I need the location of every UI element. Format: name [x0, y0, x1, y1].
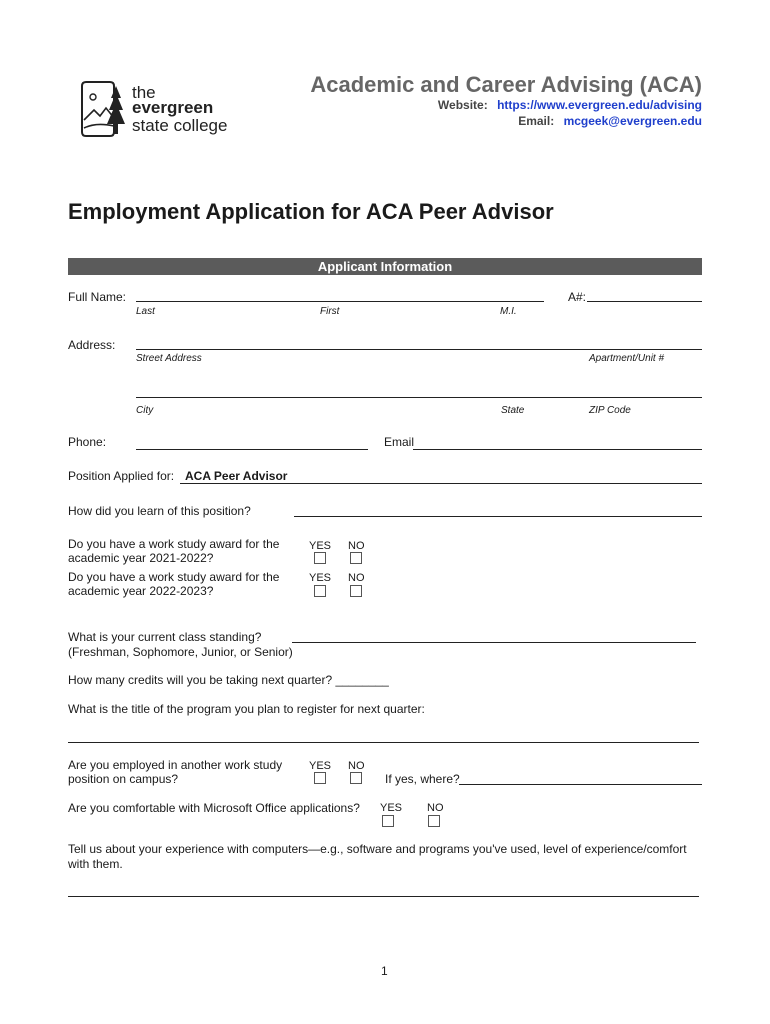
class-standing-question-line2: (Freshman, Sophomore, Junior, or Senior) — [68, 645, 293, 659]
zip-sublabel: ZIP Code — [589, 405, 631, 416]
position-field[interactable] — [180, 483, 702, 484]
page-number: 1 — [381, 964, 388, 978]
city-state-zip-field[interactable] — [136, 397, 702, 398]
position-value: ACA Peer Advisor — [185, 469, 288, 483]
a-number-field[interactable] — [587, 301, 702, 302]
learn-field[interactable] — [294, 516, 702, 517]
website-line — [438, 98, 702, 112]
logo-text-evergreen: evergreen — [132, 98, 214, 117]
ms-office-question: Are you comfortable with Microsoft Office applications? — [68, 801, 360, 815]
class-standing-question-line1: What is your current class standing? — [68, 630, 262, 644]
website-link[interactable]: https://www.evergreen.edu/advising — [497, 98, 702, 112]
work-study-2-no-checkbox[interactable] — [350, 585, 362, 597]
phone-field[interactable] — [136, 449, 368, 450]
if-yes-where-field[interactable] — [459, 784, 702, 785]
full-name-label: Full Name: — [68, 290, 127, 304]
work-study-1-no-label: NO — [348, 540, 365, 552]
if-yes-where-label: If yes, where? — [385, 772, 460, 786]
email-label-header: Email: — [518, 114, 555, 128]
computers-question-line1: Tell us about your experience with computers—e.g., software and programs you've used, level of experience/comfort — [68, 842, 687, 856]
office-title: Academic and Career Advising (ACA) — [310, 72, 702, 97]
program-question: What is the title of the program you plan to register for next quarter: — [68, 702, 425, 716]
work-study-2-yes-checkbox[interactable] — [314, 585, 326, 597]
program-field[interactable] — [68, 742, 699, 743]
website-label: Website: — [437, 98, 488, 112]
section-header-bar — [68, 258, 702, 275]
employed-question-line2: position on campus? — [68, 772, 179, 786]
learn-label: How did you learn of this position? — [68, 504, 251, 518]
work-study-1-no-checkbox[interactable] — [350, 552, 362, 564]
work-study-1-question-line1: Do you have a work study award for the — [68, 537, 280, 551]
class-standing-field[interactable] — [292, 642, 696, 643]
college-logo — [76, 80, 236, 140]
street-address-sublabel: Street Address — [136, 353, 202, 364]
last-name-sublabel: Last — [136, 306, 155, 317]
employed-yes-label: YES — [309, 760, 332, 772]
ms-office-no-checkbox[interactable] — [428, 815, 440, 827]
work-study-1-yes-checkbox[interactable] — [314, 552, 326, 564]
work-study-2-question-line2: academic year 2022-2023? — [68, 584, 214, 598]
position-label: Position Applied for: — [68, 469, 175, 483]
email-field[interactable] — [413, 449, 702, 450]
logo-text-the: the — [132, 83, 156, 102]
phone-label: Phone: — [68, 435, 107, 449]
evergreen-tree-logo-icon — [76, 80, 126, 138]
first-name-sublabel: First — [320, 306, 340, 317]
work-study-1-question-line2: academic year 2021-2022? — [68, 551, 214, 565]
computers-question-line2: with them. — [68, 857, 123, 871]
employed-no-label: NO — [348, 760, 365, 772]
work-study-1-yes-label: YES — [309, 540, 332, 552]
page-title: Employment Application for ACA Peer Advisor — [68, 199, 554, 224]
apartment-sublabel: Apartment/Unit # — [589, 353, 665, 364]
credits-question: How many credits will you be taking next quarter? ________ — [68, 673, 389, 687]
email-line — [518, 114, 702, 128]
middle-initial-sublabel: M.I. — [500, 306, 517, 317]
full-name-field[interactable] — [136, 301, 544, 302]
computers-answer-field[interactable] — [68, 896, 699, 897]
street-address-field[interactable] — [136, 349, 702, 350]
section-header-label: Applicant Information — [317, 259, 453, 274]
email-field-label: Email — [384, 435, 415, 449]
a-number-label: A#: — [568, 290, 587, 304]
work-study-2-no-label: NO — [348, 572, 365, 584]
email-link[interactable]: mcgeek@evergreen.edu — [563, 114, 702, 128]
address-label: Address: — [68, 338, 116, 352]
ms-office-yes-checkbox[interactable] — [382, 815, 394, 827]
employed-question-line1: Are you employed in another work study — [68, 758, 283, 772]
employed-no-checkbox[interactable] — [350, 772, 362, 784]
city-sublabel: City — [136, 405, 154, 416]
work-study-2-question-line1: Do you have a work study award for the — [68, 570, 280, 584]
logo-text-state-college: state college — [132, 116, 228, 135]
work-study-2-yes-label: YES — [309, 572, 332, 584]
ms-office-no-label: NO — [427, 802, 444, 814]
ms-office-yes-label: YES — [380, 802, 403, 814]
employed-yes-checkbox[interactable] — [314, 772, 326, 784]
state-sublabel: State — [501, 405, 525, 416]
